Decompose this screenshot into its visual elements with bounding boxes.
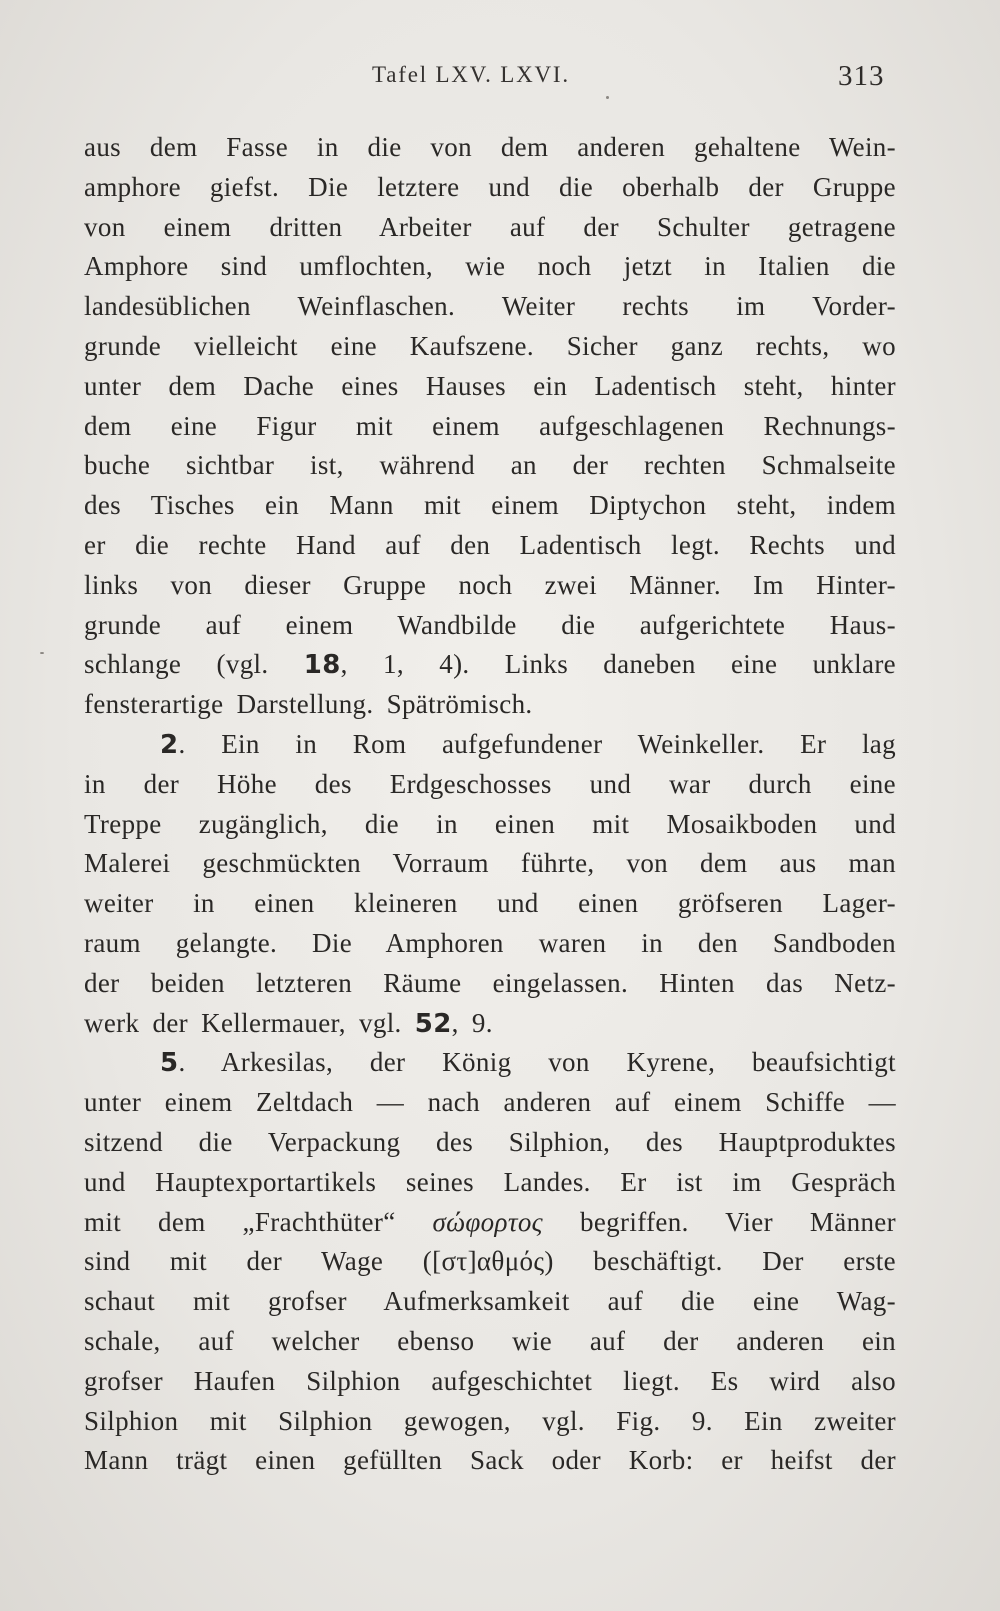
text-line xyxy=(84,526,896,566)
page-number: 313 xyxy=(838,60,885,92)
text-run: Silphion mit Silphion gewogen, vgl. Fig. 9. Ein zweiter xyxy=(84,1405,896,1436)
text-run: fensterartige Darstellung. Spätrömisch. xyxy=(84,689,533,720)
text-run: amphore giefst. Die letztere und die oberhalb der Gruppe xyxy=(84,171,896,202)
text-run: grunde auf einem Wandbilde die aufgerichtete Haus- xyxy=(84,609,896,640)
text-run: unter einem Zeltdach — nach anderen auf einem Schiffe — xyxy=(84,1087,896,1118)
text-line xyxy=(84,208,896,248)
text-line xyxy=(84,765,896,805)
text-line xyxy=(84,1083,896,1123)
text-line xyxy=(84,805,896,845)
text-line xyxy=(84,1362,896,1402)
text-line xyxy=(84,1123,896,1163)
text-run: weiter in einen kleineren und einen gröfseren Lager- xyxy=(84,888,896,919)
text-run: , 9. xyxy=(451,1007,493,1038)
paper-speck xyxy=(606,96,609,99)
text-line xyxy=(84,1043,896,1083)
text-run: Mann trägt einen gefüllten Sack oder Korb: er heifst der xyxy=(84,1445,896,1476)
text-line xyxy=(84,327,896,367)
text-line xyxy=(84,964,896,1004)
text-run: werk der Kellermauer, vgl. xyxy=(84,1007,415,1038)
text-run: landesüblichen Weinflaschen. Weiter rechts im Vorder- xyxy=(84,291,896,322)
body-text xyxy=(84,128,896,1481)
text-run: mit dem „Frachthüter“ xyxy=(84,1206,433,1237)
text-line xyxy=(84,884,896,924)
text-line xyxy=(84,924,896,964)
text-line xyxy=(84,1242,896,1282)
reference-number: 5 xyxy=(160,1048,179,1079)
text-run: schlange (vgl. xyxy=(84,649,304,680)
text-run: er die rechte Hand auf den Ladentisch legt. Rechts und xyxy=(84,529,896,560)
greek-term: σώφορτος xyxy=(432,1206,543,1237)
text-run: unter dem Dache eines Hauses ein Ladentisch steht, hinter xyxy=(84,370,896,401)
text-line xyxy=(84,446,896,486)
text-run: links von dieser Gruppe noch zwei Männer. Im Hinter- xyxy=(84,569,896,600)
text-run: , 1, 4). Links daneben eine unklare xyxy=(340,649,897,680)
text-line xyxy=(84,844,896,884)
text-line xyxy=(84,168,896,208)
text-run: . Arkesilas, der König von Kyrene, beaufsichtigt xyxy=(178,1047,896,1078)
text-line xyxy=(84,128,896,168)
text-line xyxy=(84,407,896,447)
text-line xyxy=(84,606,896,646)
text-run: begriffen. Vier Männer xyxy=(543,1206,896,1237)
text-line xyxy=(84,486,896,526)
text-line xyxy=(84,725,896,765)
text-run: Treppe zugänglich, die in einen mit Mosaikboden und xyxy=(84,808,896,839)
text-line xyxy=(84,1322,896,1362)
text-line xyxy=(84,685,896,725)
reference-number: 52 xyxy=(414,1008,452,1039)
text-line xyxy=(84,247,896,287)
text-run: sitzend die Verpackung des Silphion, des Hauptproduktes xyxy=(84,1126,896,1157)
text-run: von einem dritten Arbeiter auf der Schulter getragene xyxy=(84,211,896,242)
paper-speck xyxy=(40,652,44,654)
text-run: raum gelangte. Die Amphoren waren in den Sandboden xyxy=(84,927,896,958)
text-run: schaut mit grofser Aufmerksamkeit auf die eine Wag- xyxy=(84,1286,896,1317)
text-run: schale, auf welcher ebenso wie auf der anderen ein xyxy=(84,1325,896,1356)
text-line xyxy=(84,1004,896,1044)
running-head: Tafel LXV. LXVI. xyxy=(372,62,570,87)
reference-number: 18 xyxy=(303,650,341,681)
text-line xyxy=(84,287,896,327)
text-run: der beiden letzteren Räume eingelassen. Hinten das Netz- xyxy=(84,967,896,998)
text-run: des Tisches ein Mann mit einem Diptychon steht, indem xyxy=(84,490,896,521)
text-run: grofser Haufen Silphion aufgeschichtet liegt. Es wird also xyxy=(84,1365,896,1396)
text-line xyxy=(84,1203,896,1243)
text-line xyxy=(84,645,896,685)
text-run: dem eine Figur mit einem aufgeschlagenen Rechnungs- xyxy=(84,410,896,441)
text-run: buche sichtbar ist, während an der rechten Schmalseite xyxy=(84,450,896,481)
reference-number: 2 xyxy=(160,729,179,760)
text-run: sind mit der Wage ([στ]αθμός) beschäftigt. Der erste xyxy=(84,1246,896,1277)
text-run: Malerei geschmückten Vorraum führte, von dem aus man xyxy=(84,848,896,879)
text-line xyxy=(84,1282,896,1322)
text-line xyxy=(84,1402,896,1442)
text-run: . Ein in Rom aufgefundener Weinkeller. Er lag xyxy=(178,728,896,759)
text-run: und Hauptexportartikels seines Landes. Er ist im Gespräch xyxy=(84,1166,896,1197)
text-line xyxy=(84,566,896,606)
text-run: aus dem Fasse in die von dem anderen gehaltene Wein- xyxy=(84,132,896,162)
page-header xyxy=(0,58,1000,98)
text-line xyxy=(84,1163,896,1203)
text-run: in der Höhe des Erdgeschosses und war durch eine xyxy=(84,768,896,799)
text-line xyxy=(84,1441,896,1481)
text-run: Amphore sind umflochten, wie noch jetzt in Italien die xyxy=(84,251,896,282)
text-line xyxy=(84,367,896,407)
text-run: grunde vielleicht eine Kaufszene. Sicher ganz rechts, wo xyxy=(84,330,896,361)
